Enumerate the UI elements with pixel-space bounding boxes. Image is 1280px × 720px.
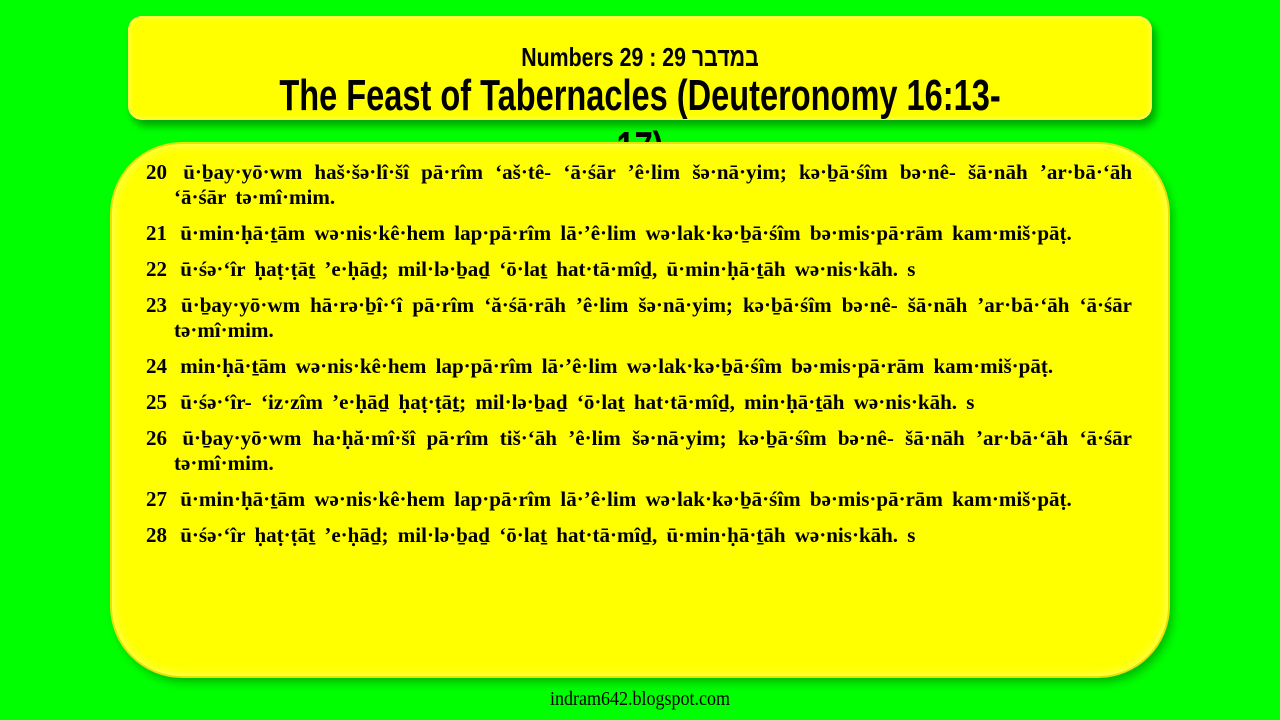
verse-text: ū·min·ḥā·ṯām wə·nis·kê·hem lap·pā·rîm lā·’ê·lim wə·lak·kə·ḇā·śîm bə·mis·pā·rām kam·miš·pāṭ. xyxy=(180,487,1072,511)
verse-22 xyxy=(146,257,1132,282)
chapter-subtitle: Numbers 29 : במדבר 29 xyxy=(521,42,759,72)
verse-27 xyxy=(146,487,1132,512)
verse-number: 27 xyxy=(146,487,167,511)
verse-26 xyxy=(146,426,1132,476)
verse-number: 21 xyxy=(146,221,167,245)
verse-text: ū·śə·‘îr- ‘iz·zîm ’e·ḥāḏ ḥaṭ·ṭāṯ; mil·lə·ḇaḏ ‘ō·laṯ hat·tā·mîḏ, min·ḥā·ṯāh wə·nis·kāh. s xyxy=(180,390,975,414)
verse-list xyxy=(146,160,1132,559)
verse-25 xyxy=(146,390,1132,415)
verse-number: 28 xyxy=(146,523,167,547)
verse-24 xyxy=(146,354,1132,379)
verse-number: 24 xyxy=(146,354,167,378)
verse-text: ū·ḇay·yō·wm ha·ḥă·mî·šî pā·rîm tiš·‘āh ’ê·lim šə·nā·yim; kə·ḇā·śîm bə·nê- šā·nāh ’ar·bā·‘āh ‘ā·śār tə·mî·mim. xyxy=(174,426,1132,475)
verse-28 xyxy=(146,523,1132,548)
verse-text: ū·min·ḥā·ṯām wə·nis·kê·hem lap·pā·rîm lā·’ê·lim wə·lak·kə·ḇā·śîm bə·mis·pā·rām kam·miš·pāṭ. xyxy=(180,221,1072,245)
verse-number: 20 xyxy=(146,160,167,184)
verse-text: ū·ḇay·yō·wm haš·šə·lî·šî pā·rîm ‘aš·tê- ‘ā·śār ’ê·lim šə·nā·yim; kə·ḇā·śîm bə·nê- šā·nāh ’ar·bā·‘āh ‘ā·śār tə·mî·mim. xyxy=(174,160,1132,209)
verse-21 xyxy=(146,221,1132,246)
verse-text: ū·ḇay·yō·wm hā·rə·ḇî·‘î pā·rîm ‘ă·śā·rāh ’ê·lim šə·nā·yim; kə·ḇā·śîm bə·nê- šā·nāh ’ar·bā·‘āh ‘ā·śār tə·mî·mim. xyxy=(174,293,1133,342)
verse-20 xyxy=(146,160,1132,210)
verse-number: 26 xyxy=(146,426,167,450)
verse-23 xyxy=(146,293,1132,343)
site-credit: indram642.blogspot.com xyxy=(550,688,730,710)
verse-number: 22 xyxy=(146,257,167,281)
verses-panel xyxy=(112,144,1168,676)
page-title: The Feast of Tabernacles (Deuteronomy 16:13- xyxy=(279,71,1001,120)
verse-text: ū·śə·‘îr ḥaṭ·ṭāṯ ’e·ḥāḏ; mil·lə·ḇaḏ ‘ō·laṯ hat·tā·mîḏ, ū·min·ḥā·ṯāh wə·nis·kāh. s xyxy=(180,257,916,281)
verse-text: min·ḥā·ṯām wə·nis·kê·hem lap·pā·rîm lā·’ê·lim wə·lak·kə·ḇā·śîm bə·mis·pā·rām kam·miš·pāṭ. xyxy=(180,354,1054,378)
verse-text: ū·śə·‘îr ḥaṭ·ṭāṯ ’e·ḥāḏ; mil·lə·ḇaḏ ‘ō·laṯ hat·tā·mîḏ, ū·min·ḥā·ṯāh wə·nis·kāh. s xyxy=(180,523,916,547)
title-panel xyxy=(128,16,1152,120)
verse-number: 25 xyxy=(146,390,167,414)
verse-number: 23 xyxy=(146,293,167,317)
